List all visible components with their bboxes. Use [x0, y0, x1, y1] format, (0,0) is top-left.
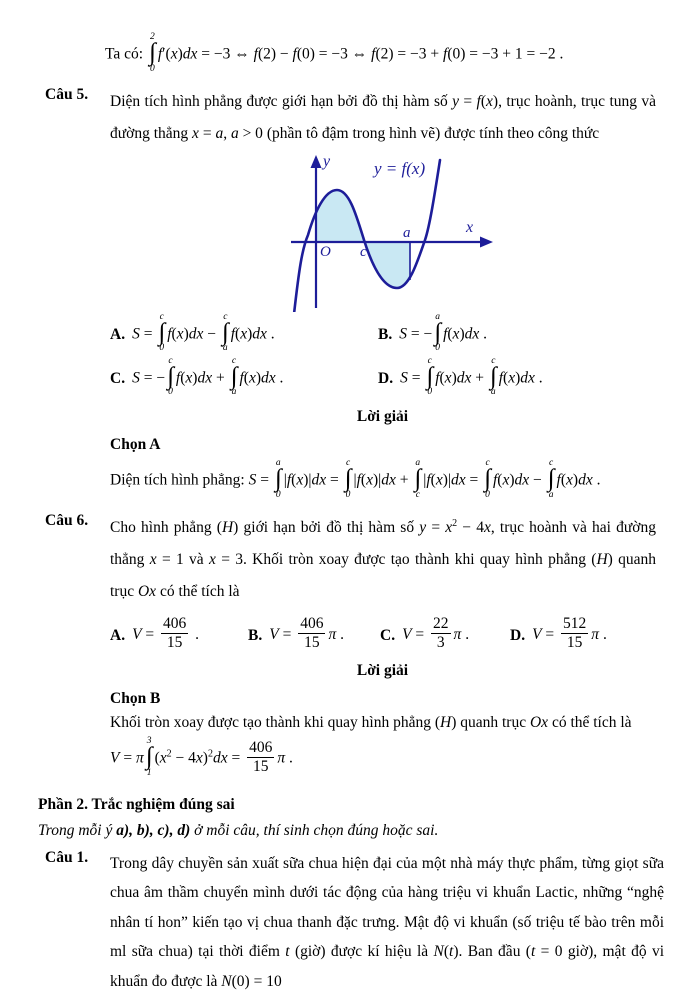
curve-equation-label: y = f(x) [373, 158, 425, 178]
part-2-note: Trong mỗi ý a), b), c), d) ở mỗi câu, thí sinh chọn đúng hoặc sai. [38, 822, 439, 840]
option-a [110, 311, 378, 356]
option-d-key: D. [510, 626, 526, 644]
option-b [378, 311, 646, 356]
solution-text-q6: Khối tròn xoay được tạo thành khi quay hình phẳng (H) quanh trục Ox có thể tích là [110, 713, 632, 731]
intro-formula-line: Ta có: 2 ∫ 0 f′(x)dx = −3 ⇔ f(2) − f(0) = −3 ⇔ f(2) = −3 + f(0) = −3 + 1 = −2 . [105, 32, 564, 74]
option-b-key: B. [378, 325, 393, 343]
option-a-key: A. [110, 325, 126, 343]
solution-heading-q6: Lời giải [356, 661, 409, 679]
option-b-text: S = − a ∫ 0 f(x)dx . [399, 311, 487, 354]
chosen-answer-q5: Chọn A [110, 435, 161, 453]
solution-text-q5: Diện tích hình phẳng: S = a ∫ 0 |f(x)|dx = c ∫ 0 |f(x)|dx + a ∫ c |f(x)|dx = c ∫ 0 f(x)dx − c ∫ a f(x)dx . [110, 457, 601, 500]
option-d-text: V = $\frac{512}{15}$ π . [532, 615, 607, 652]
question-6-options [110, 617, 694, 654]
option-c-text: V = $\frac{22}{3}$ π . [402, 615, 470, 652]
question-5-options [110, 311, 670, 400]
option-a-text: V = $\frac{406}{15}$ . [132, 615, 200, 652]
y-axis-label: y [322, 152, 330, 170]
option-c [110, 355, 378, 400]
question-1-body: Trong dây chuyền sản xuất sữa chua hiện đại của một nhà máy thực phẩm, từng giọt sữa chua âm thầm chuyển mình dưới tác động của hàng triệu vi khuẩn Lactic, những “nghệ nhân tí hon” kiến tạo vị chua thanh đặc trưng. Mật độ vi khuẩn (số triệu tế bào trên mỗi ml sữa chua) tại thời điểm t (giờ) được kí hiệu là N(t). Ban đầu (t = 0 giờ), mật độ vi khuẩn đo được là N(0) = 10 [110, 854, 665, 990]
option-b-key: B. [248, 626, 263, 644]
option-d [510, 617, 607, 654]
a-label: a [402, 224, 410, 241]
solution-heading-q5: Lời giải [356, 407, 409, 425]
question-6 [0, 512, 694, 607]
x-axis-label: x [465, 218, 473, 236]
question-1 [0, 849, 694, 996]
option-d-text: S = c ∫ 0 f(x)dx + c ∫ a f(x)dx . [400, 355, 543, 398]
option-a-text: S = c ∫ 0 f(x)dx − c ∫ a f(x)dx . [132, 311, 275, 354]
question-6-label: Câu 6. [45, 512, 89, 530]
option-c-text: S = − c ∫ 0 f(x)dx + c ∫ a f(x)dx . [132, 355, 284, 398]
question-1-label: Câu 1. [45, 848, 89, 866]
function-graph-figure [258, 152, 508, 312]
option-b-text: V = $\frac{406}{15}$ π . [269, 615, 344, 652]
part-2-title: Phần 2. Trắc nghiệm đúng sai [38, 796, 235, 814]
question-5-body: Diện tích hình phẳng được giới hạn bởi đồ thị hàm số y = f(x), trục hoành, trục tung và đường thẳng x = a, a > 0 (phần tô đậm trong hình vẽ) được tính theo công thức [110, 93, 657, 142]
options-row [110, 355, 670, 400]
chosen-answer-q6: Chọn B [110, 689, 161, 707]
shaded-region-below-axis [365, 242, 410, 288]
option-c [380, 617, 510, 654]
option-b [248, 617, 380, 654]
option-c-key: C. [110, 369, 126, 387]
question-5-label: Câu 5. [45, 86, 89, 104]
c-label: c [359, 243, 367, 260]
y-axis-arrow [310, 155, 321, 168]
question-5 [0, 86, 694, 150]
option-d [378, 355, 646, 400]
option-d-key: D. [378, 369, 394, 387]
option-c-key: C. [380, 626, 396, 644]
question-6-body: Cho hình phẳng (H) giới hạn bởi đồ thị hàm số $y = x^2 - 4x$, trục hoành và hai đường thẳng x = 1 và x = 3. Khối tròn xoay được tạo thành khi quay hình phẳng (H) quanh trục Ox có thể tích là [110, 517, 657, 600]
options-row [110, 311, 670, 356]
figure-wrapper [110, 152, 655, 312]
x-axis-arrow [480, 236, 493, 247]
option-a-key: A. [110, 626, 126, 644]
solution-formula-q6: V = π 3 ∫ 1 $(x^2 - 4x)^2dx$ = $\frac{406}{15}$ π . [110, 735, 293, 778]
option-a [110, 617, 248, 654]
origin-label: O [319, 243, 331, 260]
